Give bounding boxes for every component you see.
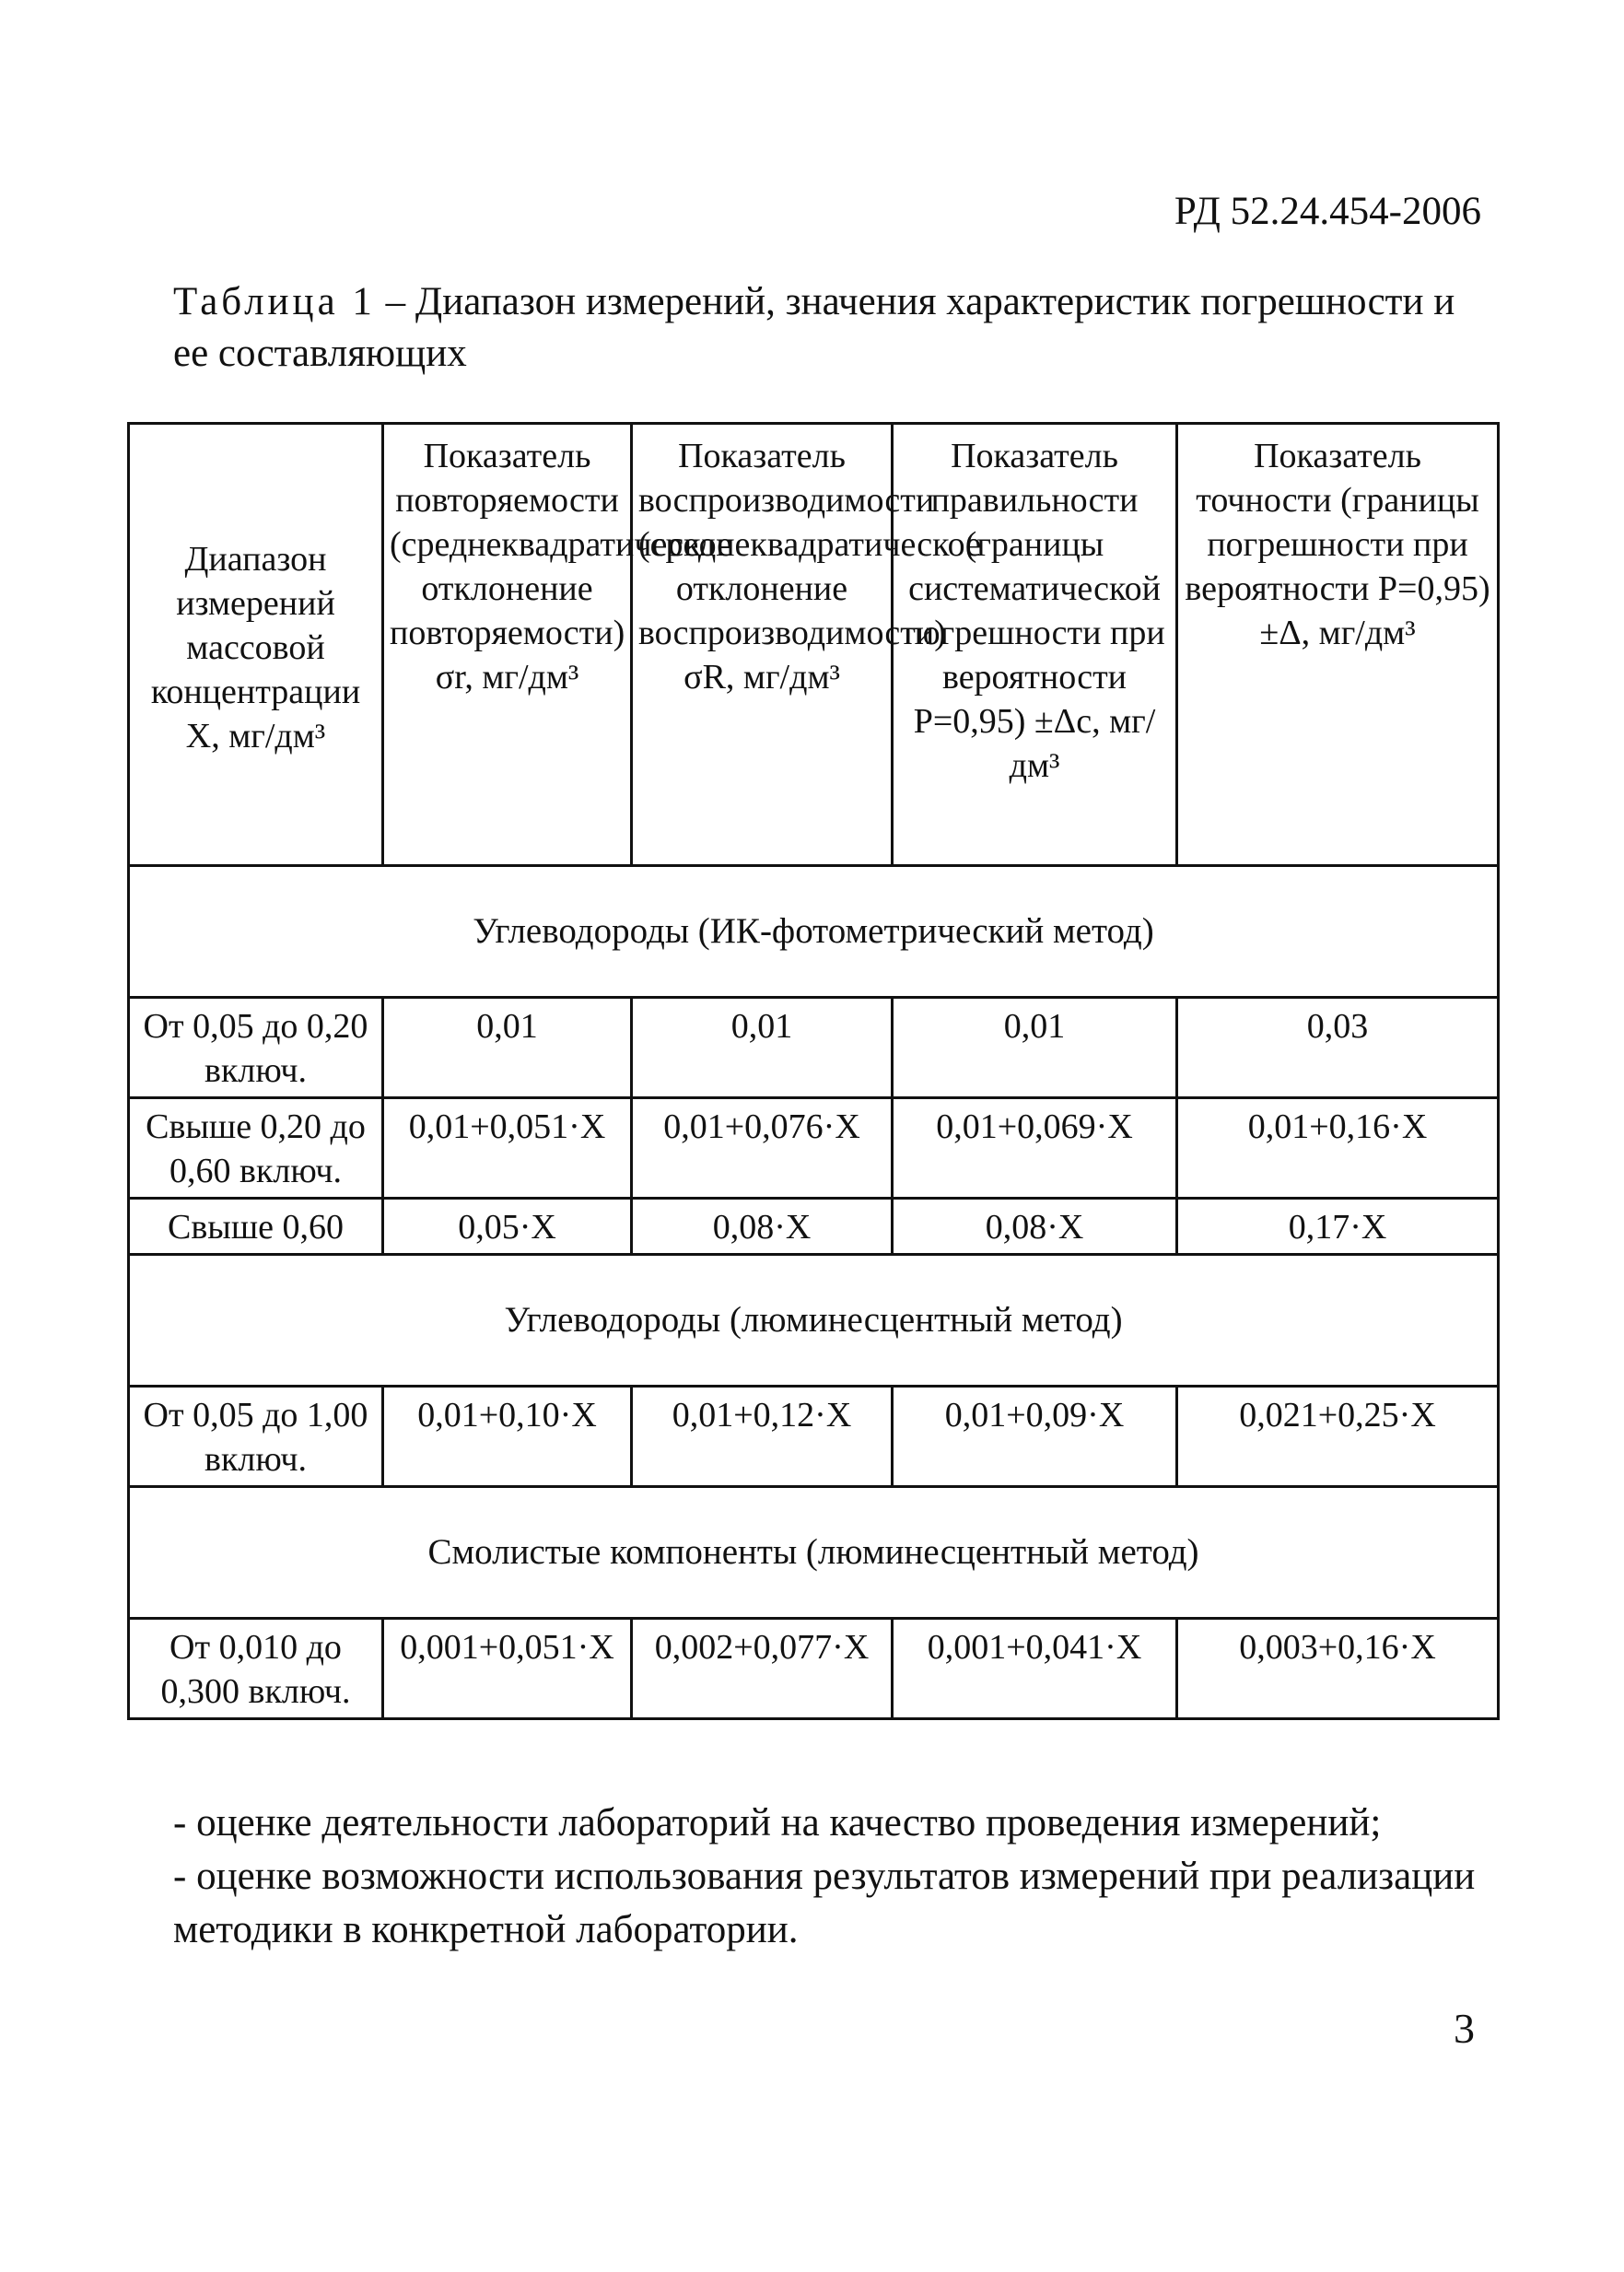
repeatability-cell: 0,05·X: [383, 1199, 632, 1255]
header-repeatability: Показатель повторяемости (среднеквадратическое отклонение повторяемости) σr, мг/дм³: [383, 424, 632, 866]
range-cell: От 0,05 до 0,20 включ.: [129, 998, 383, 1098]
group-title: Смолистые компоненты (люминесцентный метод): [129, 1487, 1499, 1619]
table-caption-label: Таблица 1: [173, 280, 376, 323]
table-row: [129, 1199, 1499, 1255]
trueness-cell: 0,01+0,069·X: [893, 1098, 1177, 1199]
header-trueness: Показатель правильности (границы систематической погрешности при вероятности Р=0,95) ±Δc, мг/дм³: [893, 424, 1177, 866]
accuracy-cell: 0,03: [1177, 998, 1499, 1098]
trueness-cell: 0,08·X: [893, 1199, 1177, 1255]
table-caption: [173, 276, 1481, 380]
accuracy-cell: 0,021+0,25·X: [1177, 1387, 1499, 1487]
repeatability-cell: 0,001+0,051·X: [383, 1619, 632, 1719]
accuracy-cell: 0,17·X: [1177, 1199, 1499, 1255]
table-row: [129, 1098, 1499, 1199]
repeatability-cell: 0,01+0,051·X: [383, 1098, 632, 1199]
footer-line: - оценке возможности использования результатов измерений при реализации методики в конкретной лаборатории.: [173, 1855, 1476, 1951]
table-row: [129, 998, 1499, 1098]
range-cell: От 0,05 до 1,00 включ.: [129, 1387, 383, 1487]
repeatability-cell: 0,01+0,10·X: [383, 1387, 632, 1487]
range-cell: От 0,010 до 0,300 включ.: [129, 1619, 383, 1719]
reproducibility-cell: 0,01+0,076·X: [632, 1098, 893, 1199]
reproducibility-cell: 0,08·X: [632, 1199, 893, 1255]
trueness-cell: 0,001+0,041·X: [893, 1619, 1177, 1719]
accuracy-cell: 0,003+0,16·X: [1177, 1619, 1499, 1719]
reproducibility-cell: 0,002+0,077·X: [632, 1619, 893, 1719]
table-row: [129, 1387, 1499, 1487]
group-title: Углеводороды (люминесцентный метод): [129, 1255, 1499, 1387]
table-row: [129, 1619, 1499, 1719]
footer-text: [173, 1797, 1500, 1957]
reproducibility-cell: 0,01+0,12·X: [632, 1387, 893, 1487]
header-range: Диапазон измерений массовой концентрации X, мг/дм³: [129, 424, 383, 866]
header-reproducibility: Показатель воспроизводимости (среднеквадратическое отклонение воспроизводимости) σR, мг/дм³: [632, 424, 893, 866]
footer-line: - оценке деятельности лабораторий на качество проведения измерений;: [173, 1801, 1382, 1845]
measurement-table: [127, 422, 1497, 1720]
header-accuracy: Показатель точности (границы погрешности при вероятности Р=0,95) ±Δ, мг/дм³: [1177, 424, 1499, 866]
reproducibility-cell: 0,01: [632, 998, 893, 1098]
document-code: РД 52.24.454-2006: [1174, 190, 1481, 233]
range-cell: Свыше 0,20 до 0,60 включ.: [129, 1098, 383, 1199]
range-cell: Свыше 0,60: [129, 1199, 383, 1255]
page-number: 3: [1454, 2005, 1475, 2052]
trueness-cell: 0,01: [893, 998, 1177, 1098]
repeatability-cell: 0,01: [383, 998, 632, 1098]
table-caption-text: – Диапазон измерений, значения характеристик погрешности и ее составляющих: [173, 280, 1455, 375]
accuracy-cell: 0,01+0,16·X: [1177, 1098, 1499, 1199]
trueness-cell: 0,01+0,09·X: [893, 1387, 1177, 1487]
group-title: Углеводороды (ИК-фотометрический метод): [129, 866, 1499, 998]
